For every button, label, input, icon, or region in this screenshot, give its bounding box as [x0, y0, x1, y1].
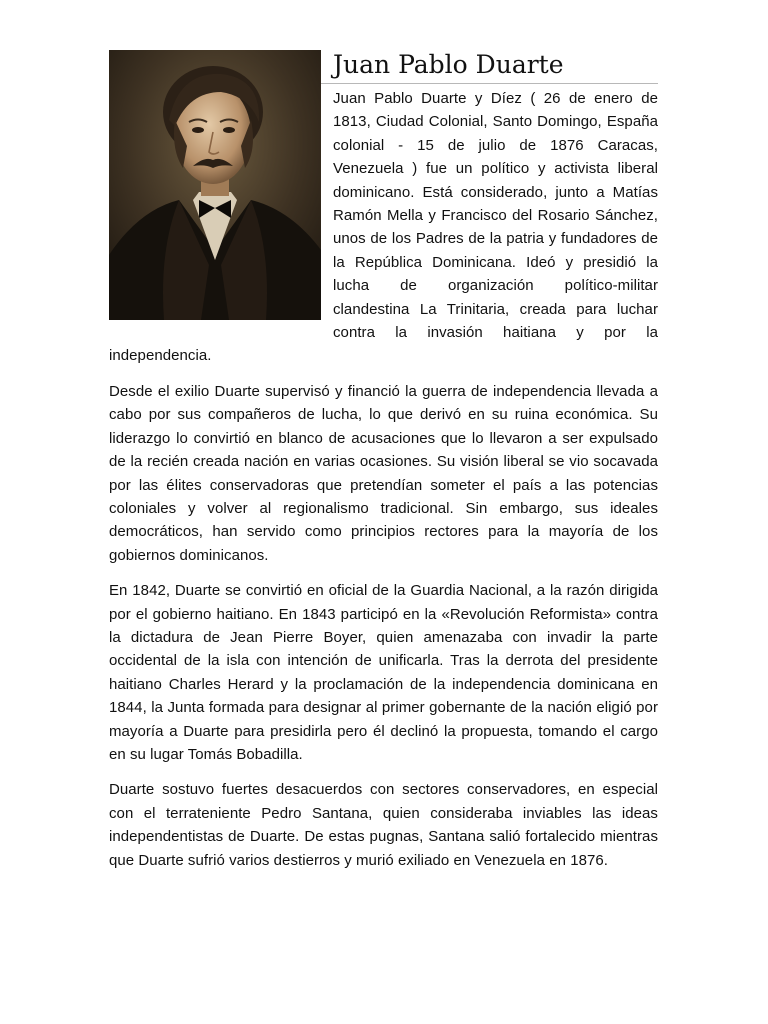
- paragraph-1842: En 1842, Duarte se convirtió en oficial de la Guardia Nacional, a la razón dirigida por el gobierno haitiano. En 1843 participó en la «Revolución Reformista» contra la dictadura de Jean Pierre Boyer, quien amenazaba con invadir la parte occidental de la isla con intención de unificarla. Tras la derrota del presidente haitiano Charles Herard y la proclamación de la independencia dominicana en 1844, la Junta formada para designar al primer gobernante de la nación eligió por mayoría a Duarte para presidirla pero él declinó la propuesta, tomando el cargo en su lugar Tomás Bobadilla.: [109, 582, 658, 763]
- article: [109, 50, 658, 872]
- paragraph-conflicts: Duarte sostuvo fuertes desacuerdos con sectores conservadores, en especial con el terrateniente Pedro Santana, quien consideraba inviables las ideas independentistas de Duarte. De estas pugnas, Santana salió fortalecido mientras que Duarte sufrió varios destierros y murió exiliado en Venezuela en 1876.: [109, 781, 658, 869]
- paragraph-intro: Juan Pablo Duarte y Díez ( 26 de enero de 1813, Ciudad Colonial, Santo Domingo, España colonial - 15 de julio de 1876 Caracas, Venezuela ) fue un político y activista liberal dominicano. Está considerado, junto a Matías Ramón Mella y Francisco del Rosario Sánchez, unos de los Padres de la patria y fundadores de la República Dominicana. Ideó y presidió la lucha de organización político-militar clandestina La Trinitaria, creada para luchar contra la invasión haitiana y por la independencia.: [109, 90, 658, 365]
- page-title: Juan Pablo Duarte: [109, 50, 658, 84]
- portrait-image: [109, 50, 321, 320]
- paragraph-exile: Desde el exilio Duarte supervisó y financió la guerra de independencia llevada a cabo por sus compañeros de lucha, lo que derivó en su ruina económica. Su liderazgo lo convirtió en blanco de acusaciones que lo llevaron a ser expulsado de la recién creada nación en varias ocasiones. Su visión liberal se vio socavada por las élites conservadoras que pretendían someter el país a las potencias coloniales y volver al regionalismo tradicional. Sin embargo, sus ideales democráticos, han servido como principios rectores para la mayoría de los gobiernos dominicanos.: [109, 382, 658, 564]
